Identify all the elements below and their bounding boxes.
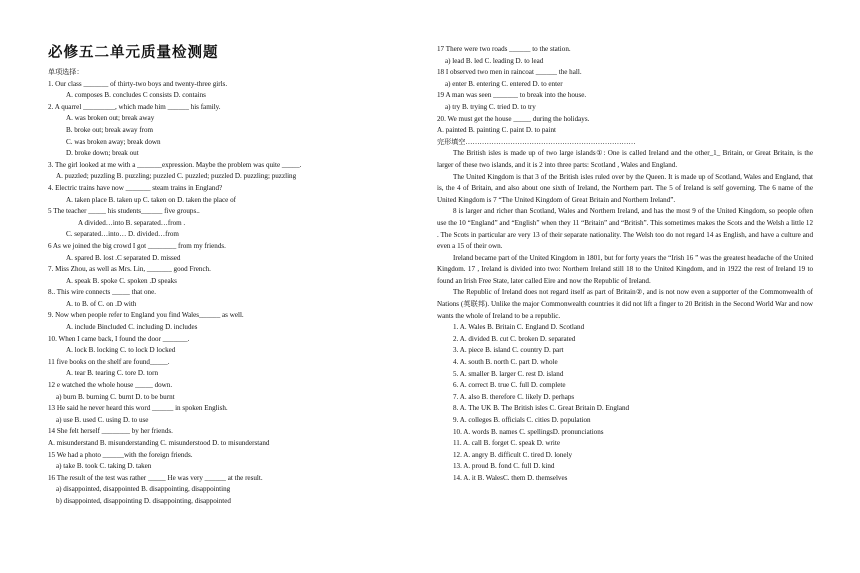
question-line: C. separated…into… D. divided…from: [66, 230, 179, 239]
question-line: b) disappointed, disappointing D. disappointing, disappointed: [56, 496, 231, 505]
paragraph-text: The Republic of Ireland does not regard itself as part of Britain②, and is not now even a supporter of the Commonwealth of Nations (英联邦). Unlike the major Commonwealth countries it did not lift a finger to 20 British in the Second World War and now wants the whole of Ireland to be a republic.: [437, 288, 813, 320]
question-line: 6 As we joined the big crowd I got ________ from my friends.: [48, 241, 226, 250]
passage-paragraph: [437, 148, 813, 171]
question-line: D. broke down; break out: [66, 149, 139, 158]
question-line: 20. We must get the house _____ during the holidays.: [437, 114, 590, 123]
passage-paragraph: [437, 172, 813, 207]
question-line: a) lead B. led C. leading D. to lead: [445, 56, 544, 65]
question-line: 18 I observed two men in raincoat ______ the hall.: [437, 68, 582, 77]
passage-paragraph: [437, 253, 813, 288]
paragraph-text: Ireland became part of the United Kingdom in 1801, but for forty years the “Irish 16 ” was the greatest headache of the United Kingdom. 17 , Ireland is divided into two: Northern Ireland still 18 to the United Kingdom, and in 1922 the rest of Ireland 19 to found an Irish Free State, later called Eire and now the Republic of Ireland.: [437, 253, 813, 285]
cloze-option-line: 5. A. smaller B. larger C. rest D. island: [453, 369, 564, 378]
page-title: 必修五二单元质量检测题: [48, 45, 219, 61]
passage-paragraph: [437, 287, 813, 322]
cloze-option-line: 11. A. call B. forget C. speak D. write: [453, 439, 560, 448]
question-line: A. speak B. spoke C. spoken .D speaks: [66, 276, 177, 285]
question-line: B. broke out; break away from: [66, 125, 154, 134]
cloze-option-line: 6. A. correct B. true C. full D. complete: [453, 381, 566, 390]
question-line: 9. Now when people refer to England you find Wales______ as well.: [48, 311, 244, 320]
question-line: 2. A quarrel _________, which made him ______ his family.: [48, 102, 221, 111]
cloze-option-line: 7. A. also B. therefore C. likely D. perhaps: [453, 392, 575, 401]
question-line: 完形填空………………………………………………………………: [437, 137, 636, 146]
cloze-option-line: 10. A. words B. names C. spellingsD. pronunciations: [453, 427, 604, 436]
question-line: 4. Electric trains have now _______ steam trains in England?: [48, 183, 223, 192]
cloze-options: [437, 322, 813, 484]
question-line: A. misunderstand B. misunderstanding C. misunderstood D. to misunderstand: [48, 439, 270, 447]
question-line: A. to B. of C. on .D with: [66, 299, 137, 308]
question-line: 13 He said he never heard this word ______ in spoken English.: [48, 404, 228, 413]
question-line: 10. When I came back, I found the door _______.: [48, 334, 190, 343]
question-line: 8.. This wire connects _____ that one.: [48, 288, 157, 297]
left-column: [48, 44, 420, 508]
cloze-passage: [437, 148, 813, 322]
question-line: A. lock B. locking C. to lock D locked: [66, 346, 176, 355]
cloze-option-line: 3. A. piece B. island C. country D. part: [453, 346, 564, 355]
question-line: a) disappointed, disappointed B. disappointing, disappointing: [56, 485, 231, 494]
question-line: A. composes B. concludes C consists D. contains: [66, 91, 206, 100]
question-line: 1. Our class _______ of thirty-two boys and twenty-three girls.: [48, 79, 228, 88]
cloze-option-line: 4. A. south B. north C. part D. whole: [453, 358, 558, 367]
question-line: C. was broken away; break down: [66, 137, 161, 146]
question-line: A. painted B. painting C. paint D. to paint: [437, 126, 557, 135]
question-list-continued: [437, 44, 813, 148]
question-line: A. include Bincluded C. including D. includes: [66, 323, 198, 332]
question-line: 3. The girl looked at me with a _______expression. Maybe the problem was quite _____.: [48, 160, 302, 169]
question-line: 19 A man was seen _______ to break into the house.: [437, 91, 587, 100]
question-line: 7. Miss Zhou, as well as Mrs. Lin, _______ good French.: [48, 265, 211, 274]
question-line: A. puzzled; puzzling B. puzzling; puzzled C. puzzled; puzzled D. puzzling; puzzling: [56, 172, 297, 181]
question-line: a) take B. took C. taking D. taken: [56, 462, 152, 471]
cloze-option-line: 2. A. divided B. cut C. broken D. separated: [453, 334, 576, 343]
question-line: A. was broken out; break away: [66, 114, 155, 123]
question-line: A divided…into B. separated…from .: [78, 218, 186, 227]
question-line: A. spared B. lost .C separated D. missed: [66, 253, 181, 262]
question-line: a) use B. used C. using D. to use: [56, 415, 149, 424]
question-line: 17 There were two roads ______ to the station.: [437, 45, 571, 53]
paragraph-text: The British isles is made up of two large islands①: One is called Ireland and the other_1_ Britain, or Great Britain, is the larger of these two islands, and it is 2 into three parts: Scotland , Wales and England.: [437, 149, 813, 169]
question-list: [48, 79, 420, 508]
question-line: 5 The teacher _____ his students______ five groups..: [48, 207, 200, 216]
cloze-option-line: 14. A. it B. WalesC. them D. themselves: [453, 473, 568, 482]
cloze-option-line: 12. A. angry B. difficult C. tired D. lonely: [453, 450, 573, 459]
right-column: [437, 44, 813, 485]
cloze-option-line: 9. A. colleges B. officials C. cities D. population: [453, 416, 591, 424]
paragraph-text: The United Kingdom is that 3 of the British isles ruled over by the Queen. It is made up of Scotland, Wales and England, that is, the 4 of Britain, and also about one sixth of Ireland, the Northern part. The 5 of Ireland is self governing. The 6 name of the United Kingdom is 7 “The United Kingdom of Great Britain and Northern Ireland”.: [437, 172, 813, 204]
passage-paragraph: [437, 206, 813, 252]
question-line: 15 We had a photo ______with the foreign friends.: [48, 450, 193, 459]
question-line: 14 She felt herself ________ by her friends.: [48, 427, 173, 436]
question-line: a) try B. trying C. tried D. to try: [445, 102, 536, 111]
paragraph-text: 8 is larger and richer than Scotland, Wales and Northern Ireland, and has the most 9 of the United Kingdom, so people often use the 10 “England” and “English” when they 11 “Britain” and “British”. This sometimes makes the Scots and the Welsh a little 12 . The Scots in particular are very 13 of their separate nationality. The Welsh too do not regard 14 as English, and have a culture and even a 15 of their own.: [437, 207, 813, 251]
question-line: A. tear B. tearing C. tore D. torn: [66, 369, 158, 378]
section-heading-multiple-choice: 单项选择：: [48, 68, 84, 76]
cloze-option-line: 1. A. Wales B. Britain C. England D. Scotland: [453, 323, 585, 332]
question-line: 11 five books on the shelf are found_____.: [48, 357, 170, 366]
cloze-option-line: 8. A. The UK B. The British isles C. Great Britain D. England: [453, 404, 630, 413]
question-line: a) enter B. entering C. entered D. to enter: [445, 79, 563, 88]
cloze-option-line: 13. A. proud B. fond C. full D. kind: [453, 462, 555, 471]
question-line: 12 e watched the whole house _____ down.: [48, 381, 173, 390]
question-line: a) burn B. burning C. burnt D. to be burnt: [56, 392, 175, 401]
question-line: A. taken place B. taken up C. taken on D. taken the place of: [66, 195, 236, 204]
question-line: 16 The result of the test was rather _____ He was very ______ at the result.: [48, 473, 263, 482]
